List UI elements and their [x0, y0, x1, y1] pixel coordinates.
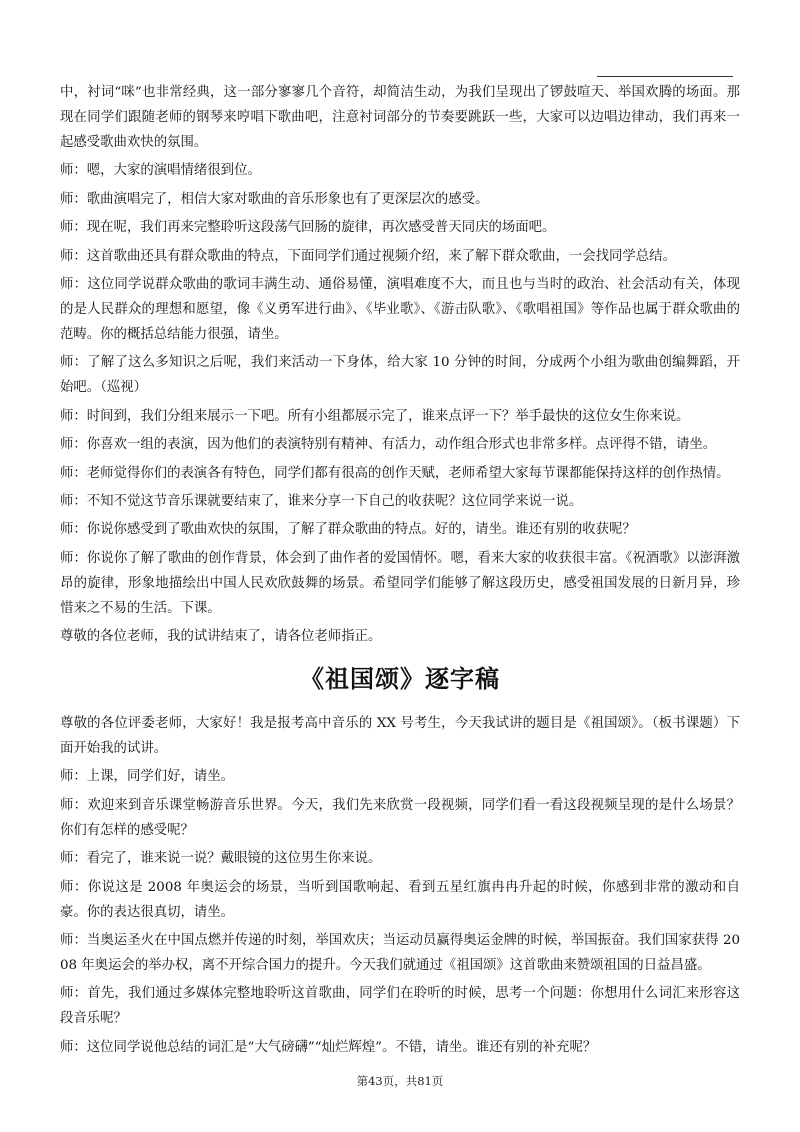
header-rule: [597, 76, 733, 77]
paragraph: 师：不知不觉这节音乐课就要结束了，谁来分享一下自己的收获呢？这位同学来说一说。: [60, 493, 583, 509]
paragraph: 师：这位同学说他总结的词汇是“大气磅礴”“灿烂辉煌”。不错，请坐。谁还有别的补充呢？: [60, 1039, 597, 1055]
paragraph: 师：这位同学说群众歌曲的歌词丰满生动、通俗易懂，演唱难度不大，而且也与当时的政治、社会活动有关，体现的是人民群众的理想和愿望，像《义勇军进行曲》、《毕业歌》、《游击队歌》、《歌唱祖国》等作品也属于群众歌曲的范畴。你的概括总结能力很强，请坐。: [60, 276, 740, 342]
paragraph: 尊敬的各位老师，我的试讲结束了，请各位老师指正。: [60, 629, 382, 645]
paragraph: 师：首先，我们通过多媒体完整地聆听这首歌曲，同学们在聆听的时候，思考一个问题：你想用什么词汇来形容这段音乐呢？: [60, 986, 740, 1027]
paragraph: 师：老师觉得你们的表演各有特色，同学们都有很高的创作天赋，老师希望大家每节课都能保持这样的创作热情。: [60, 465, 730, 481]
paragraph: 师：当奥运圣火在中国点燃并传递的时刻，举国欢庆；当运动员赢得奥运金牌的时候，举国振奋。我们国家获得 2008 年奥运会的举办权，离不开综合国力的提升。今天我们就通过《祖国颂》这首歌曲来赞颂祖国的日益昌盛。: [60, 933, 740, 974]
paragraph: 师：你说这是 2008 年奥运会的场景，当听到国歌响起、看到五星红旗冉冉升起的时候，你感到非常的激动和自豪。你的表达很真切，请坐。: [60, 879, 740, 920]
paragraph: 师：了解了这么多知识之后呢，我们来活动一下身体，给大家 10 分钟的时间，分成两个小组为歌曲创编舞蹈，开始吧。（巡视）: [60, 355, 740, 396]
paragraph: 师：嗯，大家的演唱情绪很到位。: [60, 163, 261, 179]
paragraph: 师：歌曲演唱完了，相信大家对歌曲的音乐形象也有了更深层次的感受。: [60, 191, 489, 207]
document-body: [60, 80, 740, 1063]
paragraph: 师：你喜欢一组的表演，因为他们的表演特别有精神、有活力，动作组合形式也非常多样。点评得不错，请坐。: [60, 437, 717, 453]
page-number: 第43页，共81页: [356, 1074, 444, 1088]
paragraph: 师：时间到，我们分组来展示一下吧。所有小组都展示完了，谁来点评一下？举手最快的这位女生你来说。: [60, 408, 690, 424]
paragraph: 师：现在呢，我们再来完整聆听这段荡气回肠的旋律，再次感受普天同庆的场面吧。: [60, 220, 556, 236]
paragraph: 尊敬的各位评委老师，大家好！我是报考高中音乐的 XX 号考生，今天我试讲的题目是《祖国颂》。（板书课题）下面开始我的试讲。: [60, 716, 740, 757]
paragraph: 中，衬词“咪”也非常经典，这一部分寥寥几个音符，却简洁生动，为我们呈现出了锣鼓喧天、举国欢腾的场面。那现在同学们跟随老师的钢琴来哼唱下歌曲吧，注意衬词部分的节奏要跳跃一些，大家可以边唱边律动，我们再来一起感受歌曲欢快的氛围。: [60, 85, 740, 150]
paragraph: 师：你说你了解了歌曲的创作背景，体会到了曲作者的爱国情怀。嗯，看来大家的收获很丰富。《祝酒歌》以澎湃激昂的旋律，形象地描绘出中国人民欢欣鼓舞的场景。希望同学们能够了解这段历史，感受祖国发展的日新月异，珍惜来之不易的生活。下课。: [60, 550, 740, 616]
section-previous-lesson: [60, 80, 740, 649]
paragraph: 师：上课，同学们好，请坐。: [60, 769, 235, 785]
paragraph: 师：你说你感受到了歌曲欢快的氛围，了解了群众歌曲的特点。好的，请坐。谁还有别的收获呢？: [60, 522, 636, 538]
paragraph: 师：欢迎来到音乐课堂畅游音乐世界。今天，我们先来欣赏一段视频，同学们看一看这段视频呈现的是什么场景？你们有怎样的感受呢？: [60, 797, 740, 838]
section-zuguo-song: [60, 711, 740, 1060]
paragraph: 师：看完了，谁来说一说？戴眼镜的这位男生你来说。: [60, 851, 382, 867]
paragraph: 师：这首歌曲还具有群众歌曲的特点，下面同学们通过视频介绍，来了解下群众歌曲，一会找同学总结。: [60, 248, 676, 264]
section-title: 《祖国颂》逐字稿: [300, 664, 500, 694]
